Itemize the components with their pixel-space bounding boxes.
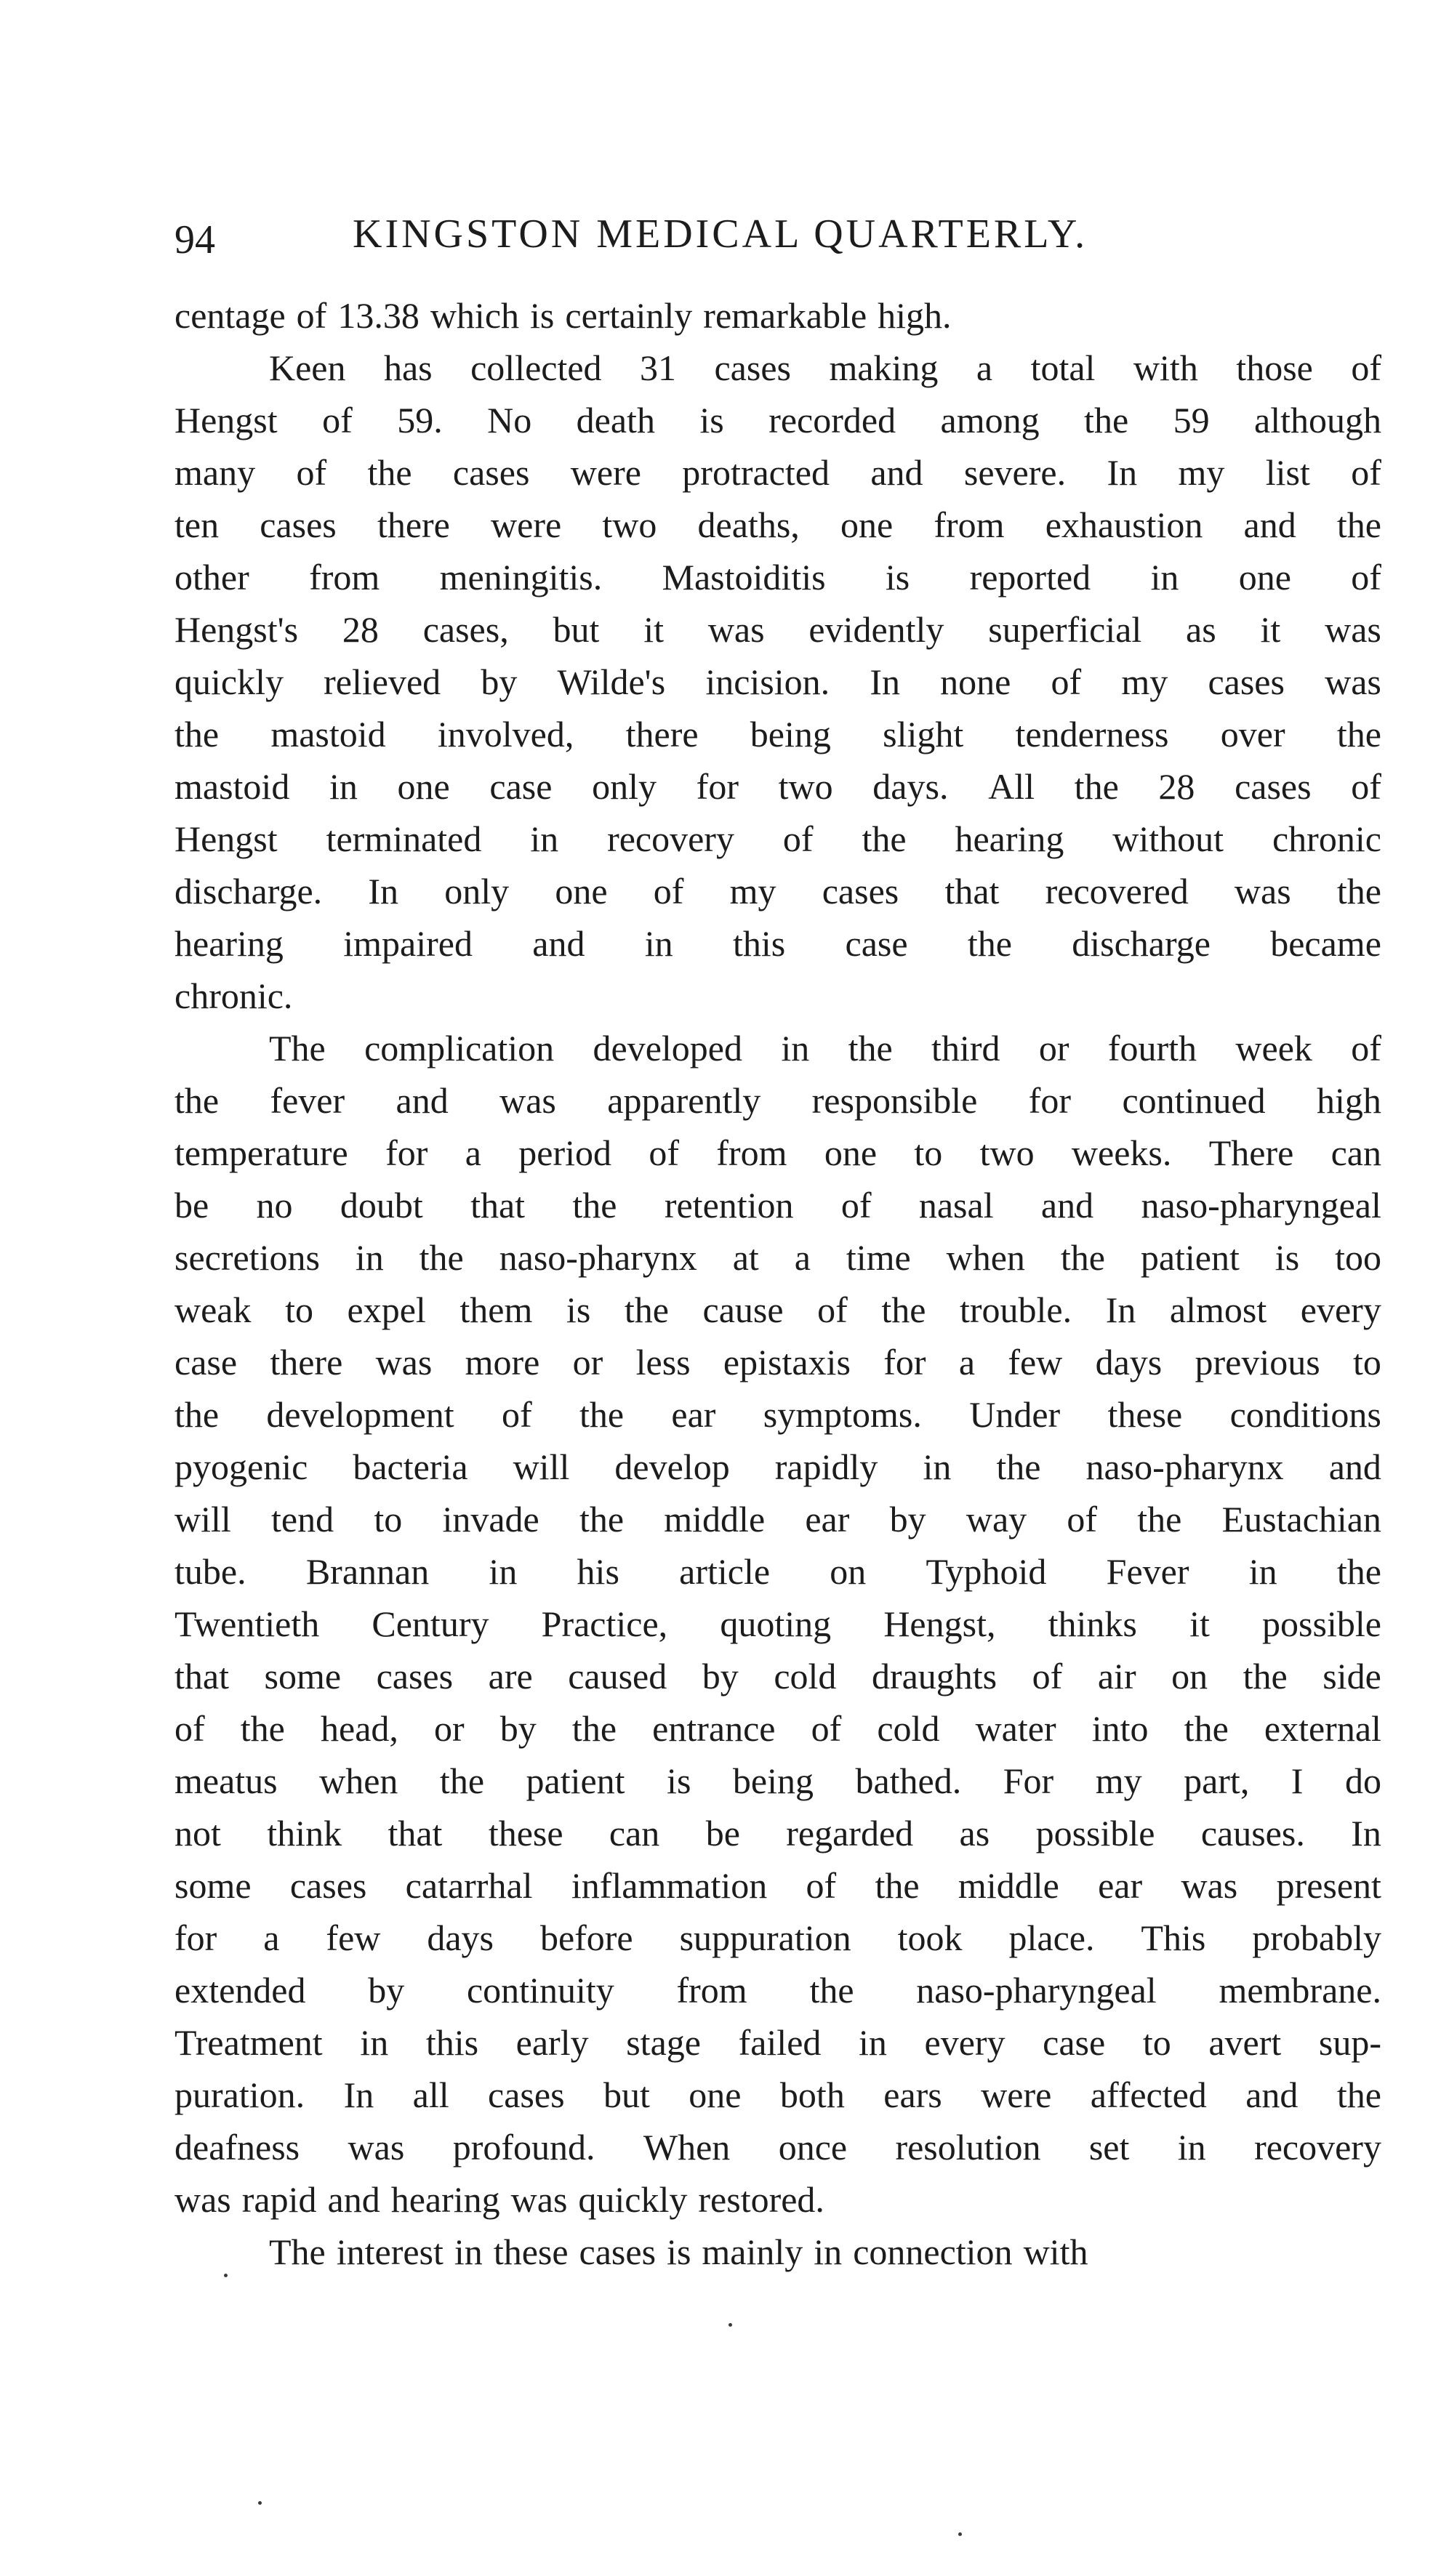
- scan-speck: [258, 2501, 262, 2505]
- text-line: for a few days before suppuration took place. This probably: [174, 1917, 1381, 1958]
- paragraph: [174, 1022, 1381, 2226]
- text-line: pyogenic bacteria will develop rapidly in the naso-pharynx and: [174, 1446, 1381, 1487]
- text-line: Hengst of 59. No death is recorded among the 59 although: [174, 400, 1381, 440]
- text-line: hearing impaired and in this case the discharge became: [174, 923, 1381, 964]
- scan-speck: [224, 2274, 228, 2277]
- text-line: other from meningitis. Mastoiditis is reported in one of: [174, 557, 1381, 597]
- paragraph: [174, 2226, 1381, 2278]
- text-line: Twentieth Century Practice, quoting Hengst, thinks it possible: [174, 1603, 1381, 1644]
- text-line: the mastoid involved, there being slight tenderness over the: [174, 714, 1381, 754]
- text-line: not think that these can be regarded as possible causes. In: [174, 1813, 1381, 1853]
- text-line: chronic.: [174, 975, 293, 1016]
- text-line: tube. Brannan in his article on Typhoid Fever in the: [174, 1551, 1381, 1592]
- text-line: many of the cases were protracted and severe. In my list of: [174, 452, 1381, 493]
- text-line: ten cases there were two deaths, one from exhaustion and the: [174, 504, 1381, 545]
- text-line: of the head, or by the entrance of cold water into the external: [174, 1708, 1381, 1749]
- text-line: The complication developed in the third or fourth week of: [269, 1028, 1381, 1068]
- scan-speck: [958, 2532, 962, 2536]
- text-line: puration. In all cases but one both ears were affected and the: [174, 2074, 1381, 2115]
- text-line: that some cases are caused by cold draughts of air on the side: [174, 1656, 1381, 1696]
- text-line: will tend to invade the middle ear by way of the Eustachian: [174, 1499, 1381, 1539]
- text-line: secretions in the naso-pharynx at a time when the patient is too: [174, 1237, 1381, 1278]
- text-line: centage of 13.38 which is certainly remarkable high.: [174, 295, 952, 336]
- text-line: case there was more or less epistaxis for a few days previous to: [174, 1342, 1381, 1382]
- text-line: temperature for a period of from one to two weeks. There can: [174, 1132, 1381, 1173]
- book-page: [174, 211, 1381, 2278]
- running-head: KINGSTON MEDICAL QUARTERLY.: [353, 212, 1088, 257]
- text-line: weak to expel them is the cause of the trouble. In almost every: [174, 1289, 1381, 1330]
- text-line: be no doubt that the retention of nasal and naso-pharyngeal: [174, 1185, 1381, 1225]
- body-text: [174, 289, 1381, 2278]
- text-line: Hengst's 28 cases, but it was evidently superficial as it was: [174, 609, 1381, 650]
- text-line: extended by continuity from the naso-pharyngeal membrane.: [174, 1970, 1381, 2011]
- text-line: discharge. In only one of my cases that recovered was the: [174, 871, 1381, 911]
- text-line: meatus when the patient is being bathed. For my part, I do: [174, 1760, 1381, 1801]
- text-line: The interest in these cases is mainly in connection with: [269, 2231, 1088, 2272]
- text-line: some cases catarrhal inflammation of the middle ear was present: [174, 1865, 1381, 1906]
- text-line: Keen has collected 31 cases making a total with those of: [269, 347, 1381, 388]
- text-line: Hengst terminated in recovery of the hearing without chronic: [174, 818, 1381, 859]
- paragraph: [174, 289, 1381, 342]
- scan-speck: [728, 2323, 732, 2327]
- text-line: the fever and was apparently responsible for continued high: [174, 1080, 1381, 1121]
- text-line: was rapid and hearing was quickly restored.: [174, 2179, 824, 2220]
- text-line: quickly relieved by Wilde's incision. In none of my cases was: [174, 661, 1381, 702]
- page-header: [174, 211, 1381, 276]
- paragraph: [174, 342, 1381, 1022]
- text-line: mastoid in one case only for two days. All the 28 cases of: [174, 766, 1381, 807]
- text-line: the development of the ear symptoms. Under these conditions: [174, 1394, 1381, 1435]
- text-line: Treatment in this early stage failed in every case to avert sup-: [174, 2022, 1381, 2063]
- text-line: deafness was profound. When once resolution set in recovery: [174, 2127, 1381, 2168]
- page-number: 94: [174, 217, 215, 262]
